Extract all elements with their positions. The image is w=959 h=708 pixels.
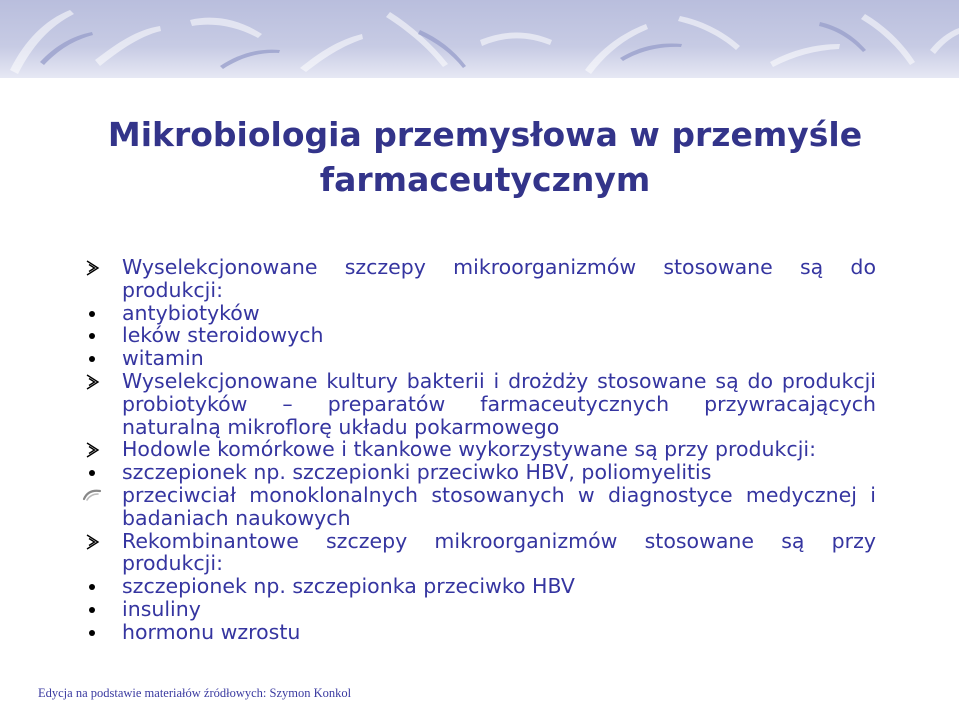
title-line-2: farmaceutycznym — [319, 160, 651, 199]
bullet-item — [86, 598, 876, 621]
bullet-item — [86, 370, 876, 438]
bullet-item — [86, 484, 876, 530]
bullet-text-line: hormonu wzrostu — [122, 619, 301, 644]
dot-bullet-icon — [86, 347, 108, 369]
arrow-bullet-icon — [86, 440, 108, 462]
bullet-item — [86, 621, 876, 644]
bullet-text-line: szczepionek np. szczepionka przeciwko HBV — [122, 574, 575, 599]
dot-bullet-icon — [86, 324, 108, 346]
banner-pattern — [0, 0, 959, 78]
dot-bullet-icon — [86, 575, 108, 597]
bullet-item — [86, 575, 876, 598]
dot-bullet-icon — [86, 598, 108, 620]
bullet-list — [86, 256, 876, 644]
bullet-text-line: Wyselekcjonowane kultury bakterii i drożdży stosowane są do produkcji — [122, 368, 876, 393]
swirl-bullet-icon — [86, 484, 108, 506]
header-banner — [0, 0, 959, 78]
bullet-text-line: Rekombinantowe szczepy mikroorganizmów stosowane są przy — [122, 528, 876, 553]
arrow-bullet-icon — [86, 258, 108, 280]
bullet-text-line: produkcji: — [122, 551, 223, 576]
arrow-bullet-icon — [86, 372, 108, 394]
bullet-item — [86, 256, 876, 302]
bullet-text-line: produkcji: — [122, 277, 223, 302]
bullet-text-line: probiotyków – preparatów farmaceutycznych przywracających — [122, 391, 876, 416]
title-line-1: Mikrobiologia przemysłowa w przemyśle — [107, 115, 863, 154]
bullet-text-line: Hodowle komórkowe i tkankowe wykorzystywane są przy produkcji: — [122, 437, 816, 462]
bullet-item — [86, 302, 876, 325]
bullet-item — [86, 438, 876, 461]
bullet-text-line: szczepionek np. szczepionki przeciwko HBV, poliomyelitis — [122, 460, 712, 485]
bullet-text-line: insuliny — [122, 596, 201, 621]
bullet-text-line: Wyselekcjonowane szczepy mikroorganizmów stosowane są do — [122, 255, 876, 279]
bullet-item — [86, 530, 876, 576]
arrow-bullet-icon — [86, 532, 108, 554]
bullet-text-line: antybiotyków — [122, 300, 260, 325]
dot-bullet-icon — [86, 302, 108, 324]
bullet-text-line: naturalną mikroflorę układu pokarmowego — [122, 414, 560, 439]
bullet-text-line: przeciwciał monoklonalnych stosowanych w diagnostyce medycznej i — [122, 482, 876, 507]
bullet-item — [86, 347, 876, 370]
dot-bullet-icon — [86, 621, 108, 643]
bullet-text-line: leków steroidowych — [122, 323, 324, 348]
bullet-text-line: witamin — [122, 346, 204, 371]
bullet-item — [86, 461, 876, 484]
dot-bullet-icon — [86, 461, 108, 483]
bullet-text-line: badaniach naukowych — [122, 505, 351, 530]
slide-title — [80, 112, 890, 202]
bullet-item — [86, 324, 876, 347]
footer-credit: Edycja na podstawie materiałów źródłowych: Szymon Konkol — [38, 686, 352, 700]
